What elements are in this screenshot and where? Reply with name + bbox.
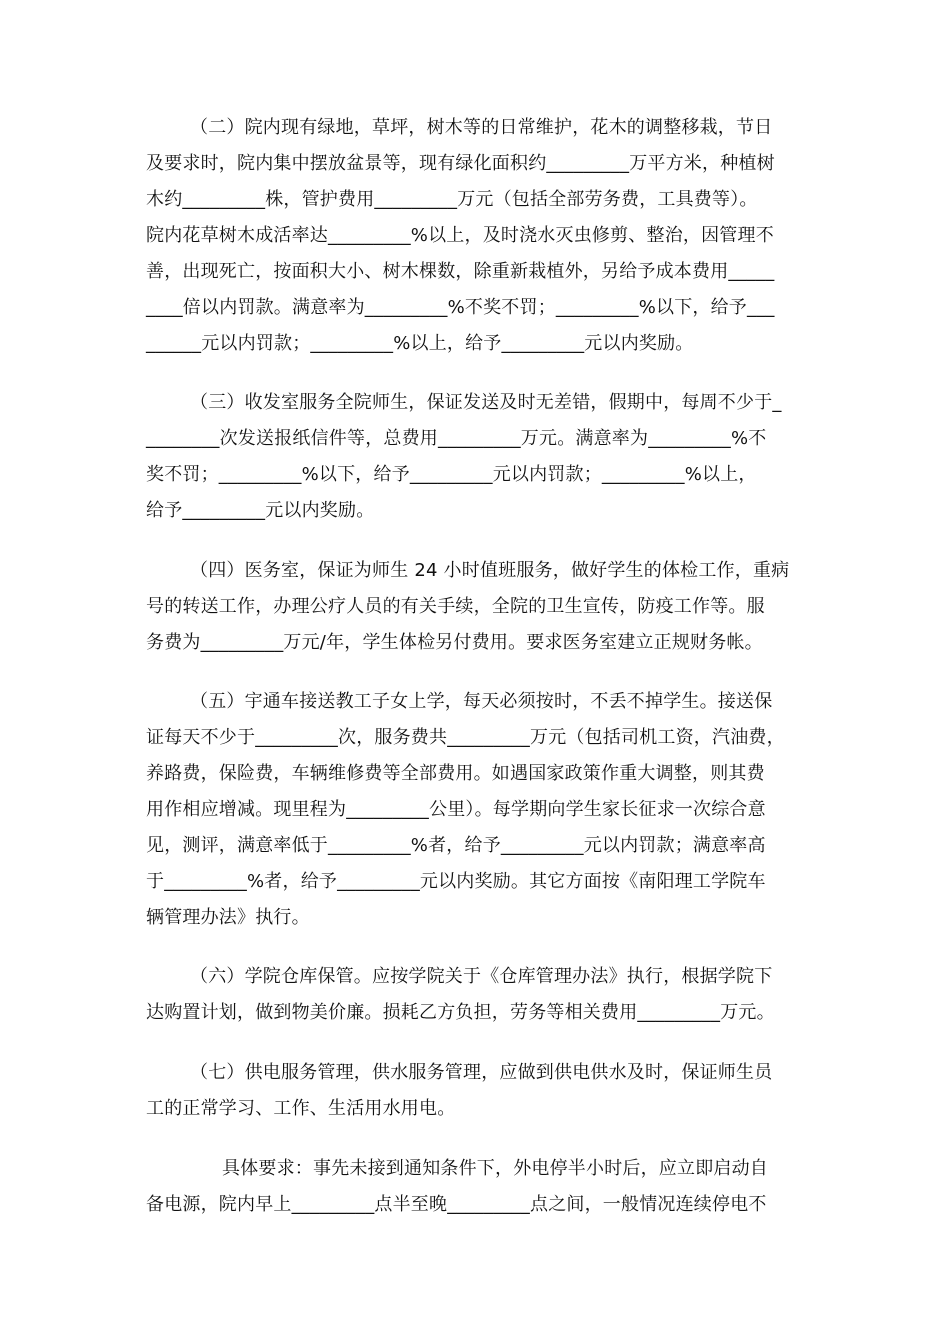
- text-line: ______元以内罚款；_________%以上，给予_________元以内奖励。: [146, 333, 694, 354]
- text-line: 备电源，院内早上_________点半至晚_________点之间，一般情况连续停电不: [146, 1194, 767, 1215]
- text-line: 工的正常学习、工作、生活用水用电。: [146, 1098, 456, 1119]
- paragraph-7: [146, 1055, 806, 1127]
- text-line: （三）收发室服务全院师生，保证发送及时无差错，假期中，每周不少于_: [190, 392, 782, 413]
- text-line: 善，出现死亡，按面积大小、树木棵数，除重新栽植外，另给予成本费用_____: [146, 261, 775, 282]
- paragraph-6: [146, 959, 806, 1031]
- text-line: （五）宇通车接送教工子女上学，每天必须按时，不丢不掉学生。接送保: [190, 691, 773, 712]
- text-line: 奖不罚；_________%以下，给予_________元以内罚款；_________%以上，: [146, 464, 757, 485]
- paragraph-7-requirements: [146, 1151, 806, 1223]
- text-line: 用作相应增减。现里程为_________公里）。每学期向学生家长征求一次综合意: [146, 799, 766, 820]
- text-line: （二）院内现有绿地，草坪，树木等的日常维护，花木的调整移栽，节日: [190, 117, 773, 138]
- text-line: 于_________%者，给予_________元以内奖励。其它方面按《南阳理工学院车: [146, 871, 766, 892]
- text-line: 号的转送工作，办理公疗人员的有关手续，全院的卫生宣传，防疫工作等。服: [146, 596, 765, 617]
- text-line: 院内花草树木成活率达_________%以上，及时浇水灭虫修剪、整治，因管理不: [146, 225, 774, 246]
- text-line: 木约_________株，管护费用_________万元（包括全部劳务费，工具费等）。: [146, 189, 758, 210]
- paragraph-5: [146, 684, 806, 936]
- text-line: 见，测评，满意率低于_________%者，给予_________元以内罚款；满意率高: [146, 835, 766, 856]
- paragraph-3: [146, 385, 806, 529]
- text-line: ____倍以内罚款。满意率为_________%不奖不罚；_________%以下，给予___: [146, 297, 775, 318]
- paragraph-2: [146, 110, 806, 362]
- text-line: 养路费，保险费，车辆维修费等全部费用。如遇国家政策作重大调整，则其费: [146, 763, 765, 784]
- text-line: 证每天不少于_________次，服务费共_________万元（包括司机工资，汽油费，: [146, 727, 785, 748]
- text-line: （七）供电服务管理，供水服务管理，应做到供电供水及时，保证师生员: [190, 1062, 773, 1083]
- text-line: ________次发送报纸信件等，总费用_________万元。满意率为_________%不: [146, 428, 767, 449]
- text-line: （四）医务室，保证为师生 24 小时值班服务，做好学生的体检工作，重病: [190, 560, 790, 581]
- text-line: 务费为_________万元/年，学生体检另付费用。要求医务室建立正规财务帐。: [146, 632, 763, 653]
- text-line: 给予_________元以内奖励。: [146, 500, 375, 521]
- text-line: 达购置计划，做到物美价廉。损耗乙方负担，劳务等相关费用_________万元。: [146, 1002, 775, 1023]
- text-line: 具体要求：事先未接到通知条件下，外电停半小时后，应立即启动自: [222, 1158, 768, 1179]
- text-line: （六）学院仓库保管。应按学院关于《仓库管理办法》执行，根据学院下: [190, 966, 773, 987]
- text-line: 辆管理办法》执行。: [146, 907, 310, 928]
- paragraph-4: [146, 553, 806, 661]
- text-line: 及要求时，院内集中摆放盆景等，现有绿化面积约_________万平方米，种植树: [146, 153, 775, 174]
